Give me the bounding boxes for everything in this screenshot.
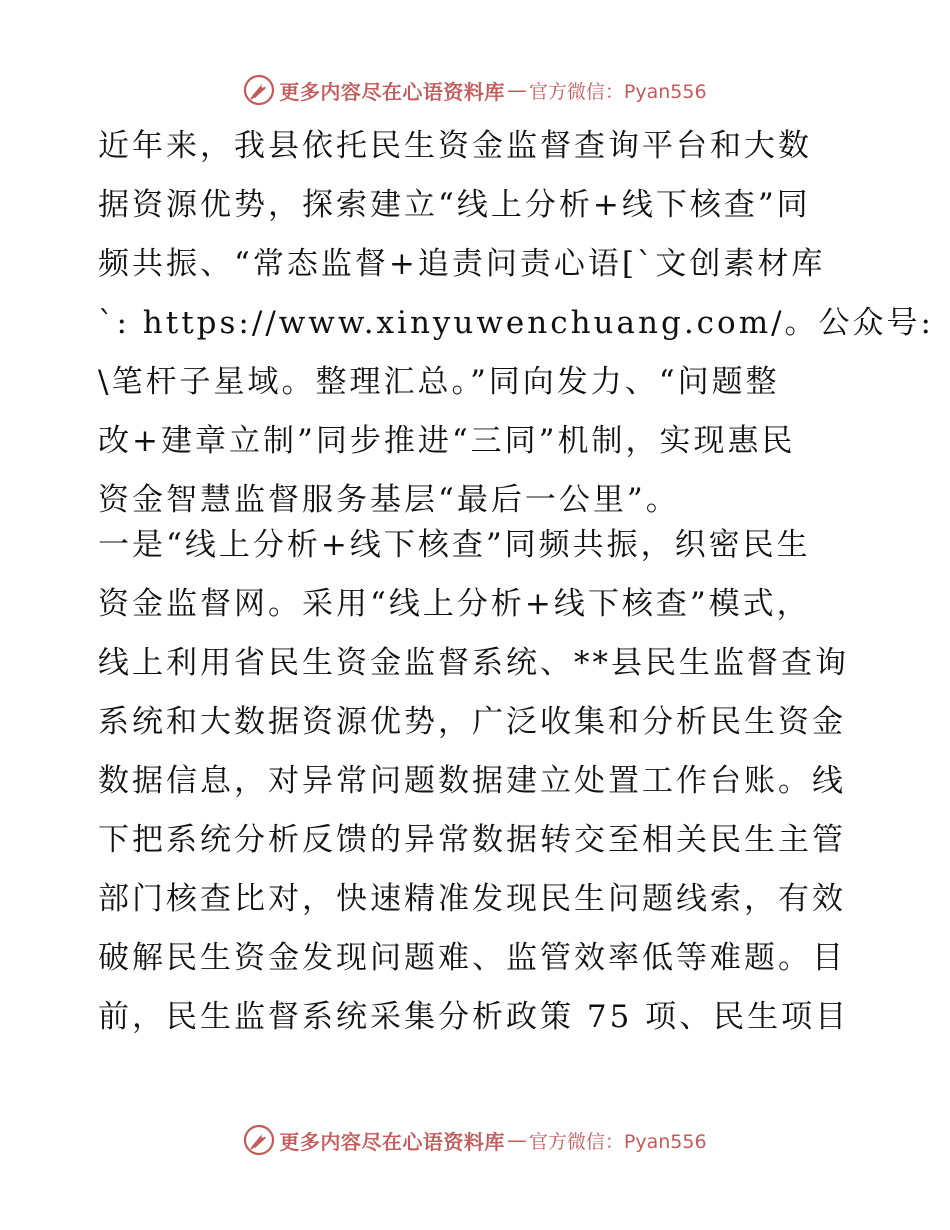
- text-line: 数据信息，对异常问题数据建立处置工作台账。线: [98, 763, 846, 799]
- text-line: 频共振、“常态监督+追责问责心语[`文创素材库: [98, 246, 826, 282]
- watermark-wechat: 官方微信：Pyan556: [528, 80, 707, 103]
- text-line: `: https://www.xinyuwenchuang.com/。公众号:: [98, 305, 934, 341]
- watermark-wechat: 官方微信：Pyan556: [528, 1130, 707, 1153]
- paragraph-first-point: [98, 516, 858, 1047]
- watermark-dash: —: [506, 78, 527, 102]
- header-watermark: [0, 70, 950, 110]
- text-line: 一是“线上分析+线下核查”同频共振，织密民生: [98, 527, 811, 563]
- paragraph-intro: [98, 117, 934, 530]
- text-line: 线上利用省民生资金监督系统、**县民生监督查询: [98, 645, 849, 681]
- text-line: 据资源优势，探索建立“线上分析+线下核查”同: [98, 187, 811, 223]
- text-line: 系统和大数据资源优势，广泛收集和分析民生资金: [98, 704, 846, 740]
- text-line: 改+建章立制”同步推进“三同”机制，实现惠民: [98, 423, 796, 459]
- watermark-text: 更多内容尽在心语资料库: [279, 79, 505, 104]
- text-line: 前，民生监督系统采集分析政策 75 项、民生项目: [98, 999, 850, 1035]
- footer-watermark: [0, 1120, 950, 1160]
- text-line: 近年来，我县依托民生资金监督查询平台和大数: [98, 128, 812, 164]
- text-line: 破解民生资金发现问题难、监管效率低等难题。目: [98, 940, 846, 976]
- watermark-dash: —: [506, 1128, 527, 1152]
- pen-nib-logo-icon: [243, 1124, 275, 1156]
- text-line: \笔杆子星域。整理汇总。”同向发力、“问题整: [98, 364, 780, 400]
- watermark-text: 更多内容尽在心语资料库: [279, 1129, 505, 1154]
- text-line: 资金智慧监督服务基层“最后一公里”。: [98, 482, 680, 518]
- text-line: 部门核查比对，快速精准发现民生问题线索，有效: [98, 881, 846, 917]
- pen-nib-logo-icon: [243, 74, 275, 106]
- text-line: 下把系统分析反馈的异常数据转交至相关民生主管: [98, 822, 846, 858]
- text-line: 资金监督网。采用“线上分析+线下核查”模式，: [98, 586, 811, 622]
